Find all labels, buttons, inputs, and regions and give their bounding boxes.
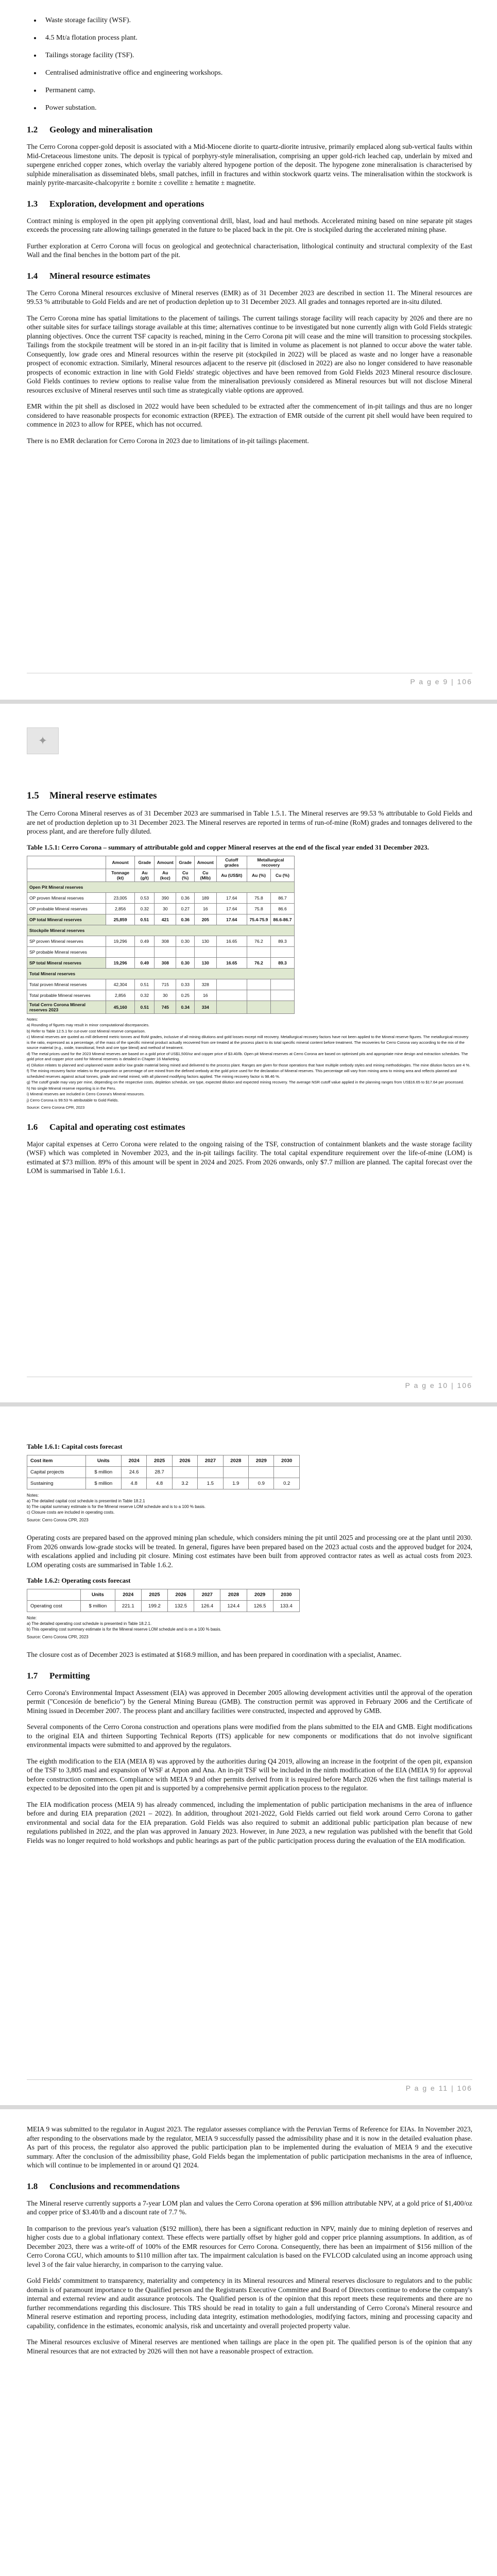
table-cell: 308	[155, 936, 176, 946]
table-row	[27, 1467, 300, 1478]
table-header: 2028	[223, 1455, 248, 1467]
table-cell	[270, 1001, 294, 1013]
table-cell	[216, 990, 247, 1001]
table-header: 2024	[115, 1589, 141, 1601]
table-cell: 2,856	[106, 903, 135, 914]
section-number: 1.6	[27, 1122, 38, 1132]
table-cell: 30	[155, 903, 176, 914]
table-cell: 86.6	[270, 903, 294, 914]
section-heading-exploration	[27, 199, 472, 209]
table-cell: 334	[194, 1001, 216, 1013]
table-section-row	[27, 968, 295, 979]
table-cell: 0.53	[135, 892, 155, 903]
table-unit: Au (%)	[247, 869, 270, 882]
table-cell	[247, 946, 270, 957]
list-item: • Permanent camp.	[41, 86, 472, 96]
note-line: g) The cutoff grade may vary per mine, depending on the respective costs, depletion schedule, ore type, expected dilution and expected mining recovery. The average NSR cutoff value applied in the planning ranges from US$16.65 to $17.64 per processed.	[27, 1080, 464, 1084]
document-page-9	[0, 0, 497, 700]
table-cell: 0.9	[249, 1478, 274, 1489]
table-header: 2029	[247, 1589, 273, 1601]
note-line: a) The detailed operating cost schedule is presented in Table 18.2.1.	[27, 1621, 152, 1626]
list-item: • Power substation.	[41, 103, 472, 113]
table-cell: Total Cerro Corona Mineral reserves 2023	[27, 1001, 106, 1013]
table-header: 2026	[168, 1589, 194, 1601]
table-cell	[249, 1467, 274, 1478]
page-number: P a g e 11 | 106	[405, 2084, 472, 2092]
table-cell: 745	[155, 1001, 176, 1013]
table-cell: 3.2	[172, 1478, 197, 1489]
table-header: Metallurgical recovery	[247, 856, 294, 869]
table-cell	[247, 1001, 270, 1013]
table-cell: 16	[194, 990, 216, 1001]
table-header: Units	[81, 1589, 115, 1601]
section-number: 1.7	[27, 1670, 38, 1681]
table-cell: 0.32	[135, 903, 155, 914]
table-cell: 0.2	[274, 1478, 300, 1489]
table-cell	[216, 946, 247, 957]
table-cell: OP proven Mineral reserves	[27, 892, 106, 903]
table-cell: 4.8	[147, 1478, 172, 1489]
section-title-cell: Open Pit Mineral reserves	[27, 882, 295, 892]
table-cell: 130	[194, 957, 216, 968]
table-cell	[194, 946, 216, 957]
table-cell: 0.51	[135, 1001, 155, 1013]
section-title-cell: Total Mineral reserves	[27, 968, 295, 979]
table-cell: 0.34	[176, 1001, 195, 1013]
section-heading-reserves	[27, 790, 472, 802]
table-cell: 30	[155, 990, 176, 1001]
page-number: P a g e 10 | 106	[405, 1381, 472, 1389]
table-cell	[216, 1001, 247, 1013]
capital-costs-body	[27, 1467, 300, 1489]
table-cell: 0.25	[176, 990, 195, 1001]
table-cell	[172, 1467, 197, 1478]
section-title: Capital and operating cost estimates	[49, 1122, 185, 1132]
note-line: d) The metal prices used for the 2023 Mineral reserves are based on a gold price of US$1,500/oz and copper price of $3.40/lb. Open pit Mineral reserves at Cerro Corona are based on optimised pits and appropriate mine design and extraction schedules. The gold price and copper price used for Mineral reserves is detailed in Chapter 16 Marketing.	[27, 1051, 468, 1061]
logo-icon: ✦	[38, 734, 48, 748]
note-line: Notes:	[27, 1493, 39, 1498]
table-unit: Tonnage (kt)	[106, 869, 135, 882]
table-header: 2025	[141, 1589, 167, 1601]
section-number: 1.5	[27, 790, 39, 801]
gold-fields-logo	[27, 727, 59, 754]
paragraph: In comparison to the previous year's valuation ($192 million), there has been a significant reduction in NPV, mainly due to mining depletion of reserves and higher costs due to a global inflationary context. These effects were partially offset by higher gold and copper price planning assumptions. In addition, as of December 2023, there was a write-off of 100% of the EMR resources for Cerro Corona. Consequently, there has been an impairment of $156 million of the Cerro Corona CGU, which amounts to $110 million after tax. The impairment calculation is based on the FVLCOD calculated using an income approach using level 3 of the fair value hierarchy, in comparison to the carrying value.	[27, 2224, 472, 2268]
paragraph: The closure cost as of December 2023 is estimated at $168.9 million, and has been prepared in coordination with a specialist, Anamec.	[27, 1651, 402, 1658]
paragraph: There is no EMR declaration for Cerro Corona in 2023 due to limitations of in-pit tailings placement.	[27, 436, 309, 445]
table-cell: OP total Mineral reserves	[27, 914, 106, 925]
table-cell: 4.8	[121, 1478, 146, 1489]
infrastructure-list	[27, 15, 472, 113]
note-line: j) Cerro Corona is 99.53 % attributable to Gold Fields.	[27, 1097, 119, 1103]
section-title-cell: Stockpile Mineral reserves	[27, 925, 295, 936]
table-cell: 23,005	[106, 892, 135, 903]
document-page-12	[0, 2109, 497, 2576]
table-cell: 199.2	[141, 1601, 167, 1612]
table-row	[27, 903, 295, 914]
section-number: 1.2	[27, 125, 38, 134]
table-cell: 189	[194, 892, 216, 903]
table-header: 2027	[194, 1589, 220, 1601]
paragraph: The eighth modification to the EIA (MEIA 8) was approved by the authorities during Q4 2019, allowing an increase in the footprint of the open pit, expansion of the TSF to 3,805 masl and expansion of WSF at Arpon and Ana. An in-pit TSF will be included in the ninth modification of the EIA (MEIA 9) for approval before construction commences. Compliance with MEIA 9 and other permits derived from it is required before March 2026 when the first tailings material is expected to be deposited into the open pit and is supported by a comprehensive permit application process to the regulator.	[27, 1757, 472, 1792]
operating-costs-table	[27, 1589, 300, 1612]
table-caption: Table 1.6.1: Capital costs forecast	[27, 1443, 123, 1450]
reserves-table	[27, 856, 295, 1014]
table-cell: Sustaining	[27, 1478, 86, 1489]
table-section-row	[27, 882, 295, 892]
table-cell: 132.5	[168, 1601, 194, 1612]
section-title: Conclusions and recommendations	[49, 2181, 180, 2191]
table-header: 2030	[274, 1455, 300, 1467]
section-heading-resources	[27, 271, 472, 281]
table-cell: 1.9	[223, 1478, 248, 1489]
paragraph: The Mineral resources exclusive of Mineral reserves are mentioned when tailings are place in the open pit. The qualified person is of the opinion that any Mineral resources that are not extracted by 2026 will then not have a reasonable prospect of extraction.	[27, 2338, 472, 2355]
table-cell: 45,160	[106, 1001, 135, 1013]
table-header: Cutoff grades	[216, 856, 247, 869]
table-cell: 0.51	[135, 914, 155, 925]
table-source: Source: Cerro Corona CPR, 2023	[27, 1635, 89, 1639]
reserves-table-body	[27, 882, 295, 1013]
table-cell: 421	[155, 914, 176, 925]
table-cell: 715	[155, 979, 176, 990]
section-title: Mineral reserve estimates	[49, 790, 157, 801]
document-page-11	[0, 1406, 497, 2105]
table-cell	[176, 946, 195, 957]
table-unit: Cu (%)	[270, 869, 294, 882]
table-cell: 75.8	[247, 903, 270, 914]
table-cell: 221.1	[115, 1601, 141, 1612]
paragraph: Further exploration at Cerro Corona will focus on geological and geotechnical characterisation, lithological continuity and structural complexity of the East Wall and the final benches in the bottom part of the pit.	[27, 242, 472, 259]
note-line: c) Mineral reserves are quoted as mill delivered metric tonnes and RoM grades, inclusive of all mining dilutions and gold losses except mill recovery. Metallurgical recovery factors have not been applied to the Mineral reserve figures. The metallurgical recovery is the ratio, expressed as a percentage, of the mass of the specific mineral product actually recovered from ore treated at the process plant to its total specific mineral content before treatment. The recoveries for Cerro Corona vary according to the mix of the source material (e.g., oxide, transitional, fresh and ore type blend) and method of treatment.	[27, 1035, 469, 1050]
table-row	[27, 979, 295, 990]
table-cell: $ million	[81, 1601, 115, 1612]
table-cell: 76.2	[247, 936, 270, 946]
note-line: Notes:	[27, 1016, 38, 1022]
grand-total-row	[27, 1001, 295, 1013]
table-row	[27, 990, 295, 1001]
table-caption: Table 1.6.2: Operating costs forecast	[27, 1577, 131, 1584]
table-cell: 17.64	[216, 903, 247, 914]
note-line: b) This operating cost summary estimate is for the Mineral reserve LOM schedule and is on a 100 % basis.	[27, 1627, 221, 1632]
table-cell	[135, 946, 155, 957]
table-cell: 17.64	[216, 892, 247, 903]
table-row	[27, 946, 295, 957]
table-cell	[247, 979, 270, 990]
table-header: 2026	[172, 1455, 197, 1467]
table-cell: 25,859	[106, 914, 135, 925]
table-cell	[106, 946, 135, 957]
section-number: 1.8	[27, 2181, 38, 2191]
table-cell: 86.7	[270, 892, 294, 903]
capital-costs-table	[27, 1455, 300, 1489]
list-item: • 4.5 Mt/a flotation process plant.	[41, 33, 472, 43]
table-cell: Capital projects	[27, 1467, 86, 1478]
table-cell: SP probable Mineral reserves	[27, 946, 106, 957]
section-title: Geology and mineralisation	[49, 125, 153, 134]
table-cell: 28.7	[147, 1467, 172, 1478]
note-line: Note:	[27, 1616, 37, 1620]
table-header: Grade	[176, 856, 195, 869]
table-cell	[274, 1467, 300, 1478]
table-unit	[27, 869, 106, 882]
paragraph: The Mineral reserve currently supports a 7-year LOM plan and values the Cerro Corona operation at $96 million attributable NPV, at a gold price of $1,400/oz and copper price of $3.40/lb and a discount rate of 7.7 %.	[27, 2199, 472, 2216]
section-title: Exploration, development and operations	[49, 198, 204, 209]
section-title: Permitting	[49, 1670, 90, 1681]
table-cell: 75.8	[247, 892, 270, 903]
table-cell: 126.4	[194, 1601, 220, 1612]
note-line: f) The mining recovery factor relates to the proportion or percentage of ore mined from the defined orebody at the gold price used for the declaration of Mineral reserves. This percentage will vary from mining area to mining area and reflects planned and scheduled reserves against actual tonnes, grade and metal mined, with all planned modifying factors applied. The mining recovery factor is 98.46 %.	[27, 1069, 457, 1079]
table-cell: 124.4	[220, 1601, 247, 1612]
table-header: Grade	[135, 856, 155, 869]
table-cell: 0.49	[135, 957, 155, 968]
section-number: 1.4	[27, 270, 38, 281]
paragraph: Several components of the Cerro Corona construction and operations plans were modified from the plans submitted to the EIA and GMB. Eight modifications to the original EIA and thirteen Supporting Technical Reports (ITS) applicable for new components or modifications that do not involve significant environmental impacts were submitted to and approved by the regulators.	[27, 1723, 472, 1749]
table-unit: Au (US$/t)	[216, 869, 247, 882]
table-cell	[216, 979, 247, 990]
table-cell	[270, 946, 294, 957]
table-unit: Cu (Mlb)	[194, 869, 216, 882]
note-line: h) No single Mineral reserve reporting is in the Peru.	[27, 1086, 116, 1091]
list-item: • Centralised administrative office and engineering workshops.	[41, 68, 472, 78]
table-cell: 16	[194, 903, 216, 914]
table-cell: 19,296	[106, 957, 135, 968]
table-header: 2024	[121, 1455, 146, 1467]
table-cell: $ million	[85, 1467, 121, 1478]
table-header: Amount	[106, 856, 135, 869]
note-line: b) The capital summary estimate is for the Mineral reserve LOM schedule and is to a 100 % basis.	[27, 1504, 206, 1509]
paragraph: Contract mining is employed in the open pit applying conventional drill, blast, load and haul methods. Accelerated mining based on nine separate pit stages exceeds the processing rate allowing tailings generated in the future to be placed back in the pit. Ore is stockpiled during the accelerated mining phase.	[27, 216, 472, 233]
list-item: • Tailings storage facility (TSF).	[41, 50, 472, 61]
table-header: Amount	[155, 856, 176, 869]
table-cell: 17.64	[216, 914, 247, 925]
table-cell: 0.30	[176, 936, 195, 946]
table-cell: Total probable Mineral reserves	[27, 990, 106, 1001]
paragraph: The Cerro Corona Mineral resources exclusive of Mineral reserves (EMR) as of 31 December 2023 are described in section 11. The Mineral resources are 99.53 % attributable to Gold Fields and are net of production depletion up to 31 December 2023. All grades and tonnages reported are in-situ diluted.	[27, 289, 472, 306]
paragraph: Gold Fields' commitment to transparency, materiality and competency in its Mineral resources and Mineral reserves disclosure to regulators and to the public domain is of paramount importance to the Qualified person and the Registrants Executive Committee and Board of Directors continue to endorse the company's internal and external review and audit assurance protocols. The Qualified person is of the opinion that this report meets these requirements and there are no further recommendations regarding this disclosure. This TRS should be read in totality to gain a full understanding of Cerro Corona's Mineral resource and Mineral reserve estimation and reporting process, including data integrity, estimation methodologies, modifying factors, mining and processing capacity and capability, confidence in the estimates, economic analysis, risk and uncertainty and overall projected property value.	[27, 2277, 472, 2330]
note-line: b) Refer to Table 12.5.1 for cut-over cost Mineral reserve comparison.	[27, 1028, 146, 1033]
table-cell: 24.6	[121, 1467, 146, 1478]
table-cell: SP total Mineral reserves	[27, 957, 106, 968]
paragraph: The Cerro Corona Mineral reserves as of 31 December 2023 are summarised in Table 1.5.1. The Mineral reserves are 99.53 % attributable to Gold Fields and are net of production depletion up to 31 December 2023. The Mineral reserves are reported in terms of run-of-mine (RoM) grades and tonnages delivered to the process plant, and are therefore fully diluted.	[27, 809, 472, 835]
table-cell	[247, 990, 270, 1001]
table-header: 2029	[249, 1455, 274, 1467]
table-header	[27, 1589, 81, 1601]
table-row	[27, 914, 295, 925]
table-cell: 130	[194, 936, 216, 946]
table-header: Amount	[194, 856, 216, 869]
table-cell: 89.3	[270, 957, 294, 968]
table-cell	[270, 979, 294, 990]
table-row	[27, 936, 295, 946]
table-cell: 75.4-75.9	[247, 914, 270, 925]
table-source: Source: Cerro Corona CPR, 2023	[27, 1518, 89, 1522]
section-heading-geology	[27, 125, 472, 135]
table-cell: 42,304	[106, 979, 135, 990]
paragraph: The Cerro Corona copper-gold deposit is associated with a Mid-Miocene diorite to quartz-diorite intrusive, primarily emplaced along sub-vertical faults within Mid-Cretaceous limestone units. The deposit is typical of porphyry-style mineralisation, comprising an upper gold-rich leached cap, underlain by mixed and supergene enriched copper zones, which overlay the variably altered hypogene portion of the deposit. The hypogene zone mineralisation is characterised by sulphide mineralisation as disseminated blebs, small patches, infill in fractures and within stockwork quartz veins. The mineralisation within the stockwork is mainly pyrite-marcasite-chalcopyrite ± bornite ± covellite ± hematite ± magnetite.	[27, 143, 472, 187]
page-number: P a g e 9 | 106	[410, 677, 472, 686]
table-cell: 0.32	[135, 990, 155, 1001]
table-cell: 390	[155, 892, 176, 903]
table-unit: Au (koz)	[155, 869, 176, 882]
table-row	[27, 1478, 300, 1489]
table-header: Cost item	[27, 1455, 86, 1467]
note-line: e) Dilution relates to planned and unplanned waste and/or low grade material being mined and delivered to the process plant. Ranges are given for those operations that have multiple orebody styles and mining methodologies. The mine dilution factors are 4 %.	[27, 1062, 471, 1067]
table-cell: 1.5	[198, 1478, 223, 1489]
table-cell: 0.51	[135, 979, 155, 990]
table-cell	[198, 1467, 223, 1478]
table-header-row	[27, 1589, 300, 1601]
operating-costs-body	[27, 1601, 300, 1612]
table-cell: 16.65	[216, 957, 247, 968]
table-cell: 19,296	[106, 936, 135, 946]
table-notes	[27, 1493, 472, 1515]
table-cell: 308	[155, 957, 176, 968]
table-cell: SP proven Mineral reserves	[27, 936, 106, 946]
note-line: c) Closure costs are included in operating costs.	[27, 1510, 115, 1515]
table-section-row	[27, 925, 295, 936]
table-cell: 86.6-86.7	[270, 914, 294, 925]
table-row	[27, 892, 295, 903]
table-cell: 205	[194, 914, 216, 925]
table-notes	[27, 1017, 472, 1104]
paragraph: The Cerro Corona mine has spatial limitations to the placement of tailings. The current tailings storage facility will reach capacity by 2026 and there are no other suitable sites for surface tailings storage available at this time; alternatives continue to be investigated but none currently align with Gold Fields strategic planning objectives. Once the current TSF capacity is reached, mining in the Cerro Corona pit will cease and the mine will transition to processing stockpiles. Tailings from the stockpile treatment will be stored in an in-pit facility that is limited in volume as placement is not planned to occur above the water table. Consequently, low grade ores and Mineral resources within the reserve pit (stockpiled in 2022) will be placed as waste and no longer have a reasonable prospect of economic extraction. Similarly, Mineral resources adjacent to the reserve pit (disclosed in 2022) are also no longer considered to have reasonable prospects of economic extraction in line with Gold Fields' strategic objectives and have been removed from Gold Fields 2023 Mineral resource disclosure. Gold Fields continues to review options to realise value from the mineralisation previously considered as Mineral resources but will not disclose Mineral resources exclusive of Mineral reserves until such time as strategically viable options are approved.	[27, 314, 472, 394]
table-row	[27, 1601, 300, 1612]
table-cell: 16.65	[216, 936, 247, 946]
table-unit: Au (g/t)	[135, 869, 155, 882]
table-notes	[27, 1615, 472, 1632]
section-heading-conclusions	[27, 2181, 472, 2192]
table-cell: Total proven Mineral reserves	[27, 979, 106, 990]
list-item: • Waste storage facility (WSF).	[41, 15, 472, 26]
section-title: Mineral resource estimates	[49, 270, 150, 281]
table-header	[27, 856, 106, 869]
table-cell: 0.36	[176, 914, 195, 925]
table-cell: OP probable Mineral reserves	[27, 903, 106, 914]
section-number: 1.3	[27, 198, 38, 209]
note-line: a) The detailed capital cost schedule is presented in Table 18.2.1	[27, 1499, 145, 1503]
table-unit: Cu (%)	[176, 869, 195, 882]
section-heading-costs	[27, 1122, 472, 1132]
table-header: 2025	[147, 1455, 172, 1467]
table-cell: 0.49	[135, 936, 155, 946]
note-line: a) Rounding of figures may result in minor computational discrepancies.	[27, 1023, 150, 1027]
paragraph: Major capital expenses at Cerro Corona were related to the ongoing raising of the TSF, construction of containment blankets and the waste storage facility (WSF) which was completed in November 2023, and the in-pit tailings facility. The total capital expenditure requirement over the life-of-mine (LOM) is estimated at $73 million. 89% of this amount will be spent in 2024 and 2025. From 2026 onwards, only $7.7 million are planned. The capital forecast over the LOM is summarised in Table 1.6.1.	[27, 1140, 472, 1175]
table-cell: 328	[194, 979, 216, 990]
table-cell: Operating cost	[27, 1601, 81, 1612]
table-cell: 2,856	[106, 990, 135, 1001]
table-row	[27, 957, 295, 968]
note-line: i) Mineral reserves are included in Cerro Corona's Mineral resources.	[27, 1092, 145, 1096]
table-cell: 0.36	[176, 892, 195, 903]
table-caption: Table 1.5.1: Cerro Corona – summary of attributable gold and copper Mineral reserves at the end of the fiscal year ended 31 December 2023.	[27, 843, 429, 851]
table-cell: 126.5	[247, 1601, 273, 1612]
table-cell: 0.30	[176, 957, 195, 968]
paragraph: Operating costs are prepared based on the approved mining plan schedule, which considers mining the pit until 2025 and processing ore at the plant until 2030. From 2026 onwards low-grade stocks will be treated. In general, figures have been prepared based on the 2023 actual costs and the approved budget for 2024, with escalations applied and including pit closure. Mining cost estimates have been built from approved contractor rates as well as actual costs from 2023. LOM operating costs are summarised in Table 1.6.2.	[27, 1534, 472, 1569]
table-header: 2030	[273, 1589, 299, 1601]
table-cell: 89.3	[270, 936, 294, 946]
table-cell	[155, 946, 176, 957]
document-page-10	[0, 704, 497, 1402]
table-cell	[223, 1467, 248, 1478]
table-header-row	[27, 1455, 300, 1467]
table-source: Source: Cerro Corona CPR, 2023	[27, 1105, 85, 1110]
paragraph: EMR within the pit shell as disclosed in 2022 would have been scheduled to be extracted after the commencement of in-pit tailings and thus are no longer considered to have reasonable prospects for economic extraction (RPEE). The extraction of EMR outside of the current pit shell would have been required to commence in 2023 to allow for RPEE, which has not occurred.	[27, 402, 472, 428]
paragraph: The EIA modification process (MEIA 9) has already commenced, including the implementation of public participation mechanisms in the area of influence before and during EIA preparation (2021 – 2022). In addition, throughout 2021-2022, Gold Fields carried out field work around Cerro Corona to gather environmental and social data for the EIA preparation. Gold Fields was also required to submit an additional public participation plan because of new regulations published in 2022, and the plan was approved in January 2023. However, in June 2023, a new regulation was published with the benefit that Gold Fields was no longer required to hold workshops and public hearings as part of the public participation process during the evaluation of the EIA modification.	[27, 1800, 472, 1844]
footer-divider	[27, 2079, 472, 2080]
table-header: 2027	[198, 1455, 223, 1467]
paragraph: MEIA 9 was submitted to the regulator in August 2023. The regulator assesses compliance with the Peruvian Terms of Reference for EIAs. In November 2023, after responding to the observations made by the regulator, MEIA 9 successfully passed the admissibility phase and it is now in the detailed evaluation phase. As part of this process, the regulator also approved the public participation plan to be implemented during the evaluation of MEIA 9 and the executive summary. After the conclusion of the admissibility phase, Gold Fields began the implementation of public participation mechanisms in the area of influence, which will continue to be implemented in or around Q1 2024.	[27, 2125, 472, 2169]
table-cell: 0.33	[176, 979, 195, 990]
table-header: Units	[85, 1455, 121, 1467]
table-header: 2028	[220, 1589, 247, 1601]
table-cell: 76.2	[247, 957, 270, 968]
table-cell: 133.4	[273, 1601, 299, 1612]
section-heading-permitting	[27, 1671, 472, 1681]
table-cell	[270, 990, 294, 1001]
table-cell: 0.27	[176, 903, 195, 914]
paragraph: Cerro Corona's Environmental Impact Assessment (EIA) was approved in December 2005 allowing development activities until the approval of the operation permit ("Concesión de beneficio") by the General Mining Bureau (GMB). The construction permit was approved in February 2006 and the Certificate of Mining issued in December 2007. The process plant and ancillary facilities were constructed, inspected and approved by GMB.	[27, 1688, 472, 1715]
table-cell: $ million	[85, 1478, 121, 1489]
